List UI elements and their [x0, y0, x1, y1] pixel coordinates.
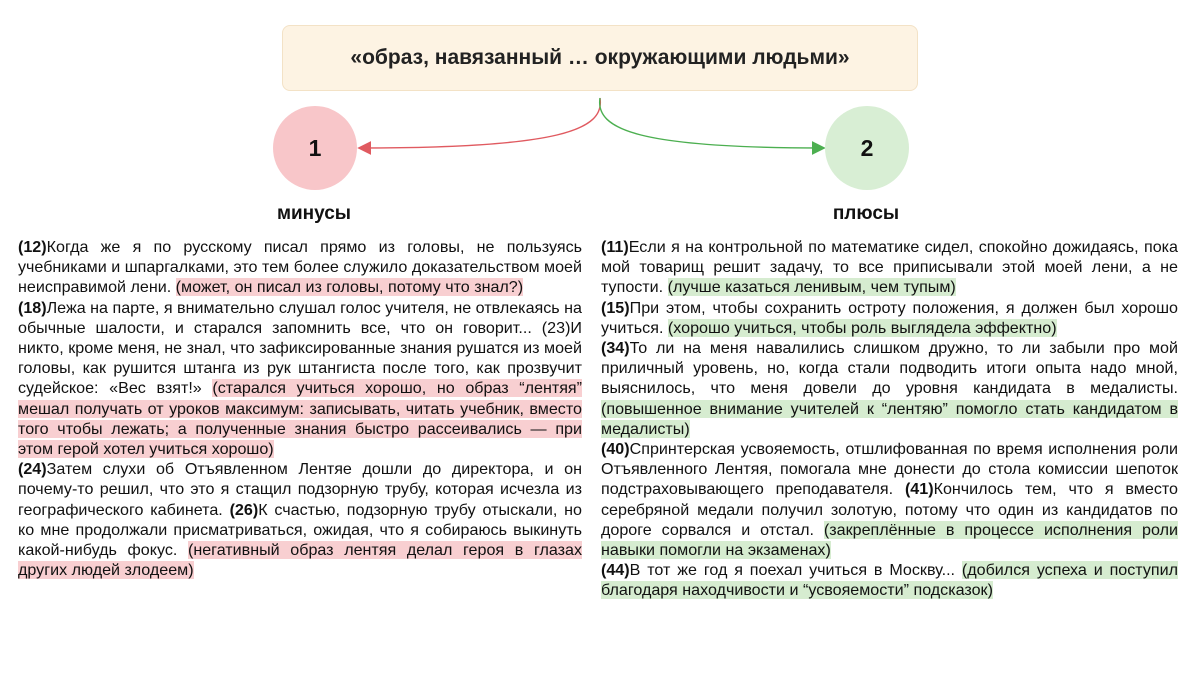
plus-comment: (лучше казаться ленивым, чем тупым)	[667, 278, 956, 297]
pluses-paragraph	[601, 560, 1178, 600]
minuses-title: минусы	[276, 203, 352, 224]
quote-text: К счастью, подзорную трубу отыскали, но ко мне продолжали присматриваться, ожидая, что я собираюсь выкинуть какой-нибудь фокус.	[18, 500, 582, 560]
sentence-number: (44)	[601, 561, 630, 580]
sentence-number: (26)	[229, 500, 259, 519]
sentence-number: (12)	[18, 238, 47, 256]
minus-comment: (старался учиться хорошо, но образ “лентяя” мешал получать от уроков максимум: записывать, читать учебник, вместо того чтобы лежать; а полученные знания быстро рассеивались — при этом герой хотел учиться хорошо)	[18, 379, 582, 459]
minuses-paragraph	[18, 237, 582, 298]
minus-comment: (негативный образ лентяя делал героя в глазах других людей злодеем)	[18, 541, 582, 580]
sentence-number: (40)	[601, 440, 630, 459]
pluses-paragraph	[601, 237, 1178, 298]
topic-box	[282, 25, 918, 91]
pluses-column	[601, 237, 1178, 601]
quote-text: При этом, чтобы сохранить остроту положения, я должен был хорошо учиться.	[601, 298, 1178, 337]
pluses-paragraph	[601, 338, 1178, 439]
minuses-number-circle	[273, 106, 357, 190]
minuses-paragraph	[18, 298, 582, 460]
pluses-number-circle	[825, 106, 909, 190]
sentence-number: (18)	[18, 298, 47, 317]
minuses-number: 1	[308, 134, 322, 161]
pluses-paragraph	[601, 439, 1178, 560]
quote-text: Кончилось тем, что я вместо серебряной медали получил золотую, потому что один из кандидатов по дороге сорвался и отстал.	[601, 480, 1179, 539]
plus-comment: (повышенное внимание учителей к “лентяю” помогло стать кандидатом в медалисты)	[601, 399, 1178, 438]
plus-comment: (добился успеха и поступил благодаря находчивости и “усвояемости” подсказок)	[601, 561, 1178, 600]
quote-text: В тот же год я поехал учиться в Москву...	[629, 561, 962, 580]
arrow-to-pluses	[600, 98, 823, 148]
sentence-number: (24)	[18, 460, 47, 479]
minuses-paragraph	[18, 459, 582, 580]
arrow-to-minuses	[360, 98, 600, 148]
minus-comment: (может, он писал из головы, потому что знал?)	[175, 278, 524, 297]
pluses-number: 2	[860, 134, 874, 161]
pluses-title: плюсы	[832, 203, 900, 224]
quote-text: Если я на контрольной по математике сидел, спокойно дожидаясь, пока мой товарищ решит задачу, то все приписывали этой моей лени, а не тупости.	[601, 238, 1178, 297]
quote-text: То ли на меня навалились слишком дружно, то ли забыли про мой приличный уровень, но, когда стали подводить итоги опыта надо мной, выяснилось, что меня довели до уровня кандидата в медалисты.	[601, 339, 1178, 398]
minuses-column	[18, 237, 582, 580]
sentence-number: (34)	[601, 339, 630, 358]
plus-comment: (хорошо учиться, чтобы роль выглядела эффектно)	[667, 318, 1057, 337]
sentence-number: (15)	[601, 298, 630, 317]
pluses-paragraph	[601, 298, 1178, 338]
quote-text: Затем слухи об Отъявленном Лентяе дошли до директора, и он почему-то решил, что это я стащил подзорную трубу, которая исчезла из географического кабинета.	[18, 460, 582, 519]
sentence-number: (41)	[904, 480, 934, 499]
sentence-number: (11)	[601, 238, 629, 256]
quote-text: Когда же я по русскому писал прямо из головы, не пользуясь учебниками и шпаргалками, это тем более служило доказательством моей неисправимой лени.	[18, 238, 582, 297]
plus-comment: (закреплённые в процессе исполнения роли навыки помогли на экзаменах)	[601, 520, 1178, 560]
topic-title: «образ, навязанный … окружающими людьми»	[350, 46, 850, 69]
quote-text: Лежа на парте, я внимательно слушал голос учителя, не отвлекаясь на обычные шалости, и старался запомнить все, что он говорит... (23)И никто, кроме меня, не знал, что зафиксированные знания рушатся из моей головы, как рушится штанга из рук штангиста после того, как прозвучит судейское: «Вес взят!»	[18, 298, 582, 398]
quote-text: Спринтерская усвояемость, отшлифованная по время исполнения роли Отъявленного Лентяя, помогала мне донести до стола комиссии шепоток подстраховывающего преподавателя.	[601, 440, 1178, 499]
